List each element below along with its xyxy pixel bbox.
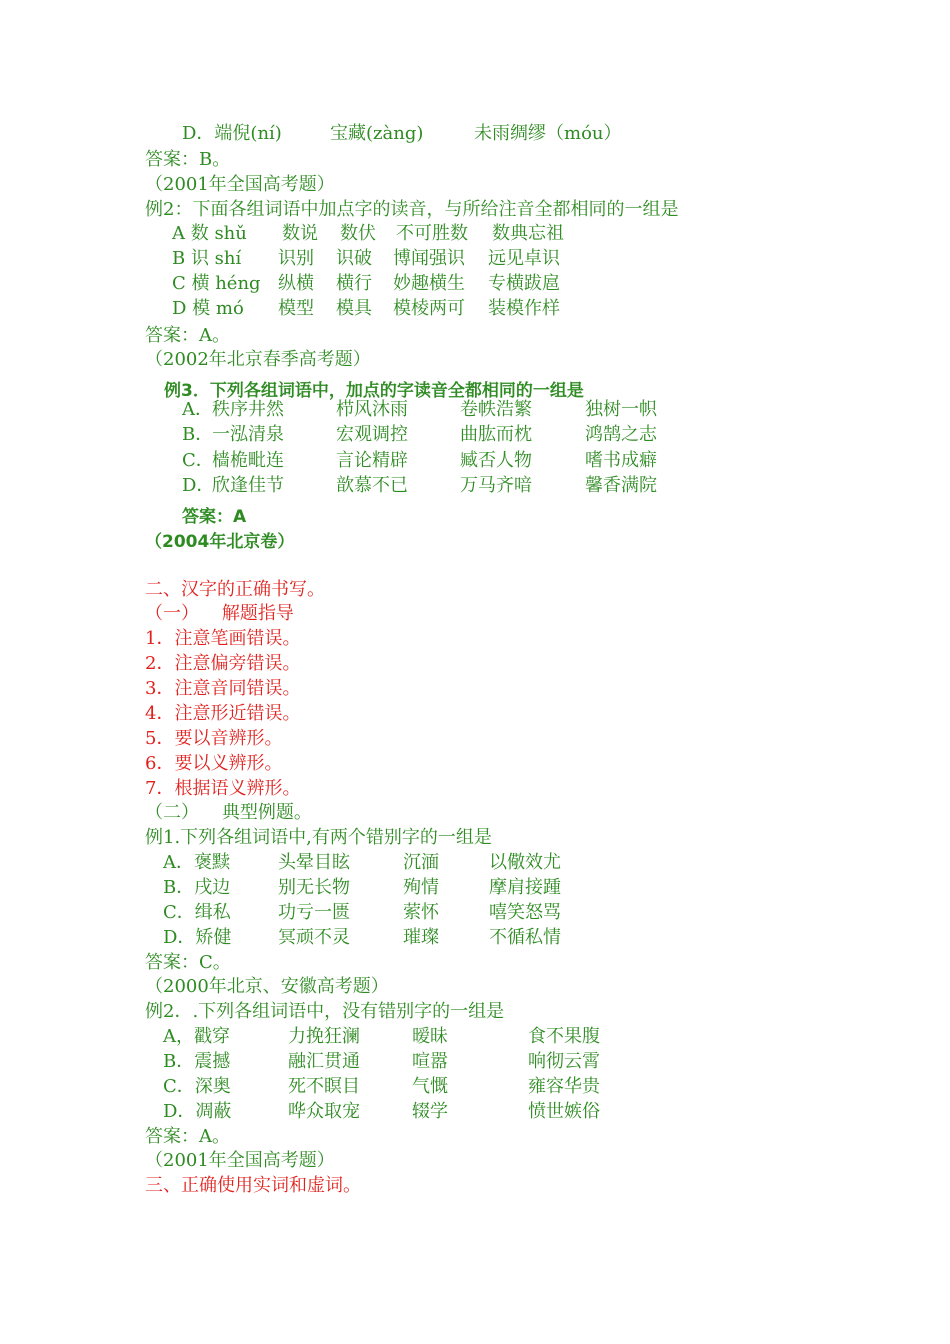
option-word: 歆慕不已 [336, 475, 408, 496]
option-row [0, 901, 950, 925]
option-word: 融汇贯通 [288, 1051, 360, 1072]
option-row [0, 122, 950, 146]
tip-item: 4．注意形近错误。 [145, 703, 301, 724]
section-heading: 二、汉字的正确书写。 [145, 579, 325, 600]
option-word: 樯桅毗连 [212, 450, 284, 471]
option-word: 模具 [336, 298, 372, 319]
option-word: 殉情 [403, 877, 439, 898]
source-line: （2001年全国高考题） [145, 174, 335, 195]
option-word: 纵横 [278, 273, 314, 294]
option-word: 不循私情 [489, 927, 561, 948]
option-word: 曲肱而枕 [460, 424, 532, 445]
option-word: 嗜书成癖 [585, 450, 657, 471]
tip-item: 1．注意笔画错误。 [145, 628, 301, 649]
option-word: 头晕目眩 [278, 852, 350, 873]
option-word: 辍学 [412, 1101, 448, 1122]
option-word: 馨香满院 [585, 475, 657, 496]
option-row [0, 474, 950, 498]
option-word: 宝藏(zàng) [330, 123, 424, 144]
answer-line: 答案：A。 [145, 1126, 230, 1147]
option-word: 模棱两可 [393, 298, 465, 319]
option-label: B 识 shí [172, 248, 242, 269]
option-row [0, 449, 950, 473]
option-word: 专横跋扈 [488, 273, 560, 294]
option-word: 暧昧 [412, 1026, 448, 1047]
option-word: 妙趣横生 [393, 273, 465, 294]
source-line: （2001年全国高考题） [145, 1150, 335, 1171]
answer-line: 答案：C。 [145, 952, 231, 973]
option-label: B．震撼 [163, 1051, 231, 1072]
option-row [0, 1050, 950, 1074]
option-word: 数典忘祖 [492, 223, 564, 244]
tip-item: 3．注意音同错误。 [145, 678, 301, 699]
option-word: 嘻笑怒骂 [489, 902, 561, 923]
option-row [0, 247, 950, 271]
option-word: 愤世嫉俗 [528, 1101, 600, 1122]
option-row [0, 398, 950, 422]
answer-line: 答案：B。 [145, 149, 231, 170]
option-word: 横行 [336, 273, 372, 294]
option-word: 识别 [278, 248, 314, 269]
option-label: C．缉私 [163, 902, 231, 923]
option-word: 响彻云霄 [528, 1051, 600, 1072]
option-word: 不可胜数 [396, 223, 468, 244]
option-word: 气慨 [412, 1076, 448, 1097]
option-word: 沉湎 [403, 852, 439, 873]
option-word: 以儆效尤 [489, 852, 561, 873]
option-label: C．深奥 [163, 1076, 231, 1097]
section-heading: 三、正确使用实词和虚词。 [145, 1175, 361, 1196]
option-word: 喧嚣 [412, 1051, 448, 1072]
option-word: 冥顽不灵 [278, 927, 350, 948]
option-word: 未雨绸缪（móu） [474, 123, 622, 144]
option-word: 食不果腹 [528, 1026, 600, 1047]
option-label: A 数 shǔ [172, 223, 247, 244]
option-word: 鸿鹄之志 [585, 424, 657, 445]
option-row [0, 926, 950, 950]
option-word: 一泓清泉 [212, 424, 284, 445]
option-word: 别无长物 [278, 877, 350, 898]
option-label: C． [182, 450, 214, 471]
option-word: 模型 [278, 298, 314, 319]
option-word: 秩序井然 [212, 399, 284, 420]
option-label: B． [182, 424, 214, 445]
example-title: 例3．下列各组词语中，加点的字读音全都相同的一组是 [164, 381, 584, 401]
option-row [0, 1025, 950, 1049]
option-word: 识破 [336, 248, 372, 269]
option-word: 死不瞑目 [288, 1076, 360, 1097]
tip-item: 7．根据语义辨形。 [145, 778, 301, 799]
answer-line: 答案：A。 [145, 325, 230, 346]
option-label: B．戌边 [163, 877, 231, 898]
example-title: 例1.下列各组词语中,有两个错别字的一组是 [145, 827, 492, 848]
tip-item: 5．要以音辨形。 [145, 728, 283, 749]
example-title: 例2：下面各组词语中加点字的读音，与所给注音全都相同的一组是 [145, 199, 679, 220]
answer-line: 答案：A [182, 507, 247, 527]
option-label: A，戳穿 [163, 1026, 230, 1047]
tip-item: 2．注意偏旁错误。 [145, 653, 301, 674]
option-row [0, 851, 950, 875]
option-word: 卷帙浩繁 [460, 399, 532, 420]
option-word: 言论精辟 [336, 450, 408, 471]
option-label: D．矫健 [163, 927, 232, 948]
option-word: 欣逢佳节 [212, 475, 284, 496]
option-word: 博闻强识 [393, 248, 465, 269]
option-word: 万马齐喑 [460, 475, 532, 496]
option-row [0, 423, 950, 447]
option-word: 远见卓识 [488, 248, 560, 269]
option-row [0, 876, 950, 900]
option-label: A． [182, 399, 213, 420]
option-label: C 横 héng [172, 273, 261, 294]
subsection-heading: （二） 典型例题。 [145, 802, 312, 823]
option-label: D．凋蔽 [163, 1101, 232, 1122]
option-word: 萦怀 [403, 902, 439, 923]
option-word: 璀璨 [403, 927, 439, 948]
source-line: （2002年北京春季高考题） [145, 349, 371, 370]
option-word: 数说 [282, 223, 318, 244]
option-row [0, 272, 950, 296]
source-line: （2000年北京、安徽高考题） [145, 976, 389, 997]
option-label: D． [182, 475, 215, 496]
option-word: 雍容华贵 [528, 1076, 600, 1097]
option-word: 独树一帜 [585, 399, 657, 420]
tip-item: 6．要以义辨形。 [145, 753, 283, 774]
option-word: 栉风沐雨 [336, 399, 408, 420]
option-word: D．端倪(ní) [182, 123, 282, 144]
option-word: 数伏 [340, 223, 376, 244]
option-word: 功亏一匮 [278, 902, 350, 923]
option-word: 宏观调控 [336, 424, 408, 445]
option-row [0, 222, 950, 246]
option-label: A．褒黩 [163, 852, 230, 873]
option-word: 力挽狂澜 [288, 1026, 360, 1047]
option-word: 臧否人物 [460, 450, 532, 471]
option-row [0, 297, 950, 321]
option-word: 哗众取宠 [288, 1101, 360, 1122]
source-line: （2004年北京卷） [145, 532, 295, 552]
option-word: 装模作样 [488, 298, 560, 319]
option-label: D 模 mó [172, 298, 244, 319]
option-row [0, 1075, 950, 1099]
subsection-heading: （一） 解题指导 [145, 603, 294, 624]
option-row [0, 1100, 950, 1124]
example-title: 例2．.下列各组词语中，没有错别字的一组是 [145, 1001, 505, 1022]
option-word: 摩肩接踵 [489, 877, 561, 898]
